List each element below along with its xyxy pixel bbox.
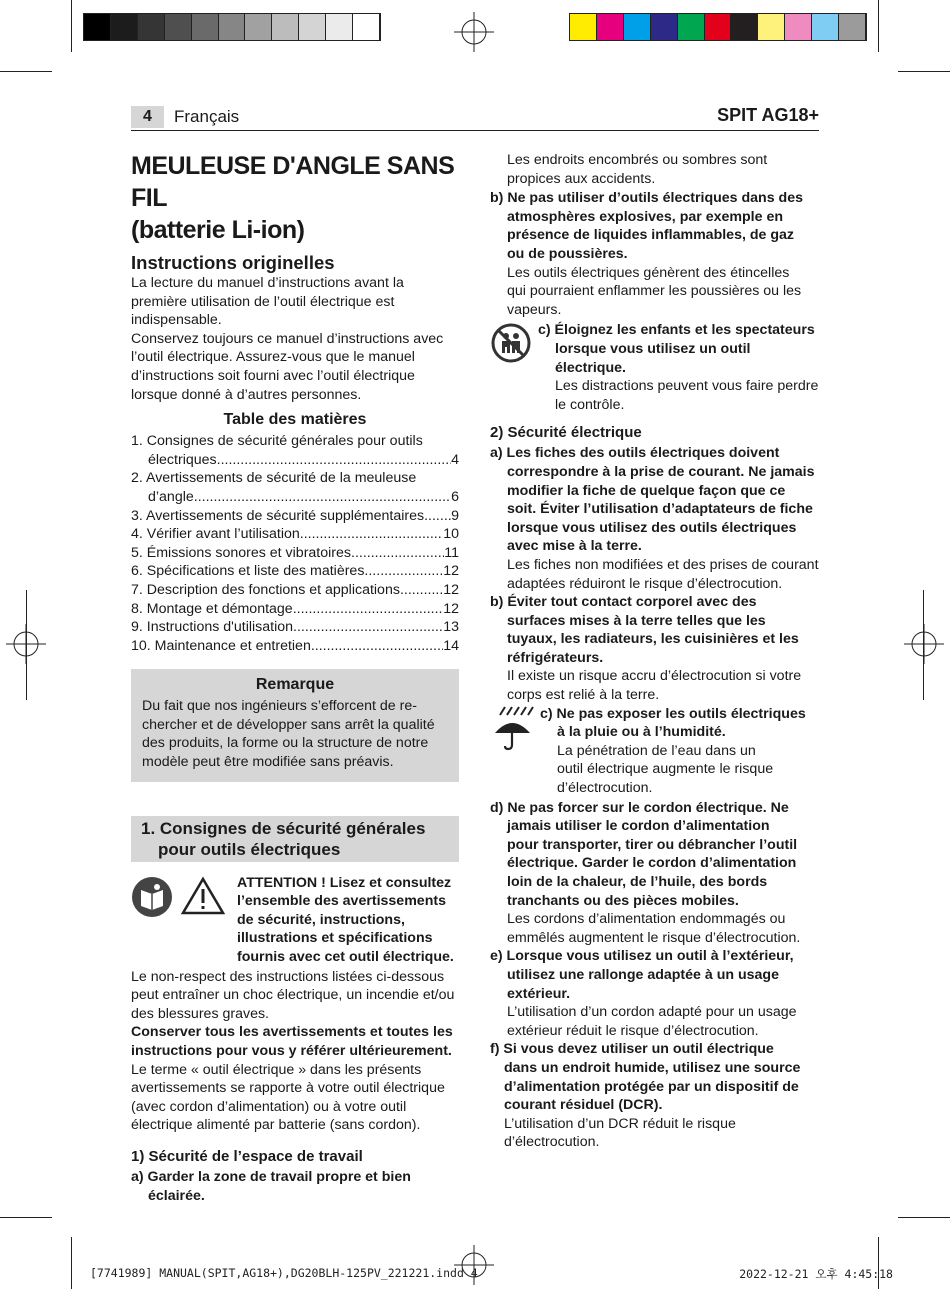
color-swatch — [839, 14, 866, 40]
elec-item-c-text: La pénétration de l’eau dans un outil électrique augmente le risque d’électrocution. — [557, 742, 774, 797]
item-b-heading: b) Ne pas utiliser d’outils électriques dans des atmosphères explosives, par exemple en présence de liquides inflammables, de gaz ou de poussières. — [490, 190, 803, 262]
electrical-safety-heading: 2) Sécurité électrique — [490, 424, 642, 442]
item-c-text: Les distractions peuvent vous faire perdre le contrôle. — [555, 378, 819, 413]
crop-mark — [898, 71, 950, 72]
print-file-slug: [7741989] MANUAL(SPIT,AG18+),DG20BLH-125PV_221221.indd 4 — [90, 1266, 478, 1280]
color-swatch — [624, 14, 651, 40]
process-color-bar — [569, 13, 867, 41]
crop-mark — [71, 0, 72, 52]
header-divider — [131, 130, 819, 131]
elec-item-b-text: Il existe un risque accru d’électrocution si votre corps est relié à la terre. — [507, 668, 802, 704]
workspace-heading: 1) Sécurité de l’espace de travail — [131, 1148, 363, 1165]
toc-entry[interactable]: 9. Instructions d'utilisation ..... 13 — [131, 618, 459, 637]
toc-entry[interactable]: 7. Description des fonctions et applications ..... 12 — [131, 581, 459, 600]
workspace-item-a: a) Garder la zone de travail propre et bien éclairée. — [131, 1169, 411, 1204]
no-children-icon — [491, 323, 531, 369]
elec-item-a-text: Les fiches non modifiées et des prises de courant adaptées réduiront le risque d’électrocution. — [507, 556, 819, 592]
conserver-text: Conserver tous les avertissements et toutes les instructions pour vous y référer ultérieurement. — [131, 1024, 453, 1060]
elec-item-b-heading: b) Éviter tout contact corporel avec des surfaces mises à la terre telles que les tuyaux, les radiateurs, les cuisinières et les réfrigérateurs. — [490, 594, 799, 666]
color-swatch — [758, 14, 785, 40]
item-b-text: Les outils électriques génèrent des étincelles qui pourraient enflammer les poussières ou les vapeurs. — [507, 264, 802, 318]
crop-mark — [878, 0, 879, 52]
elec-item-a-heading: a) Les fiches des outils électriques doivent correspondre à la prise de courant. Ne jamais modifier la fiche de quelque façon que ce soit. Éviter l’utilisation d’adaptateurs de fiche lorsque vous utilisez des outils électriques avec mise à la terre. — [490, 445, 815, 555]
crop-mark — [923, 590, 924, 700]
crop-mark — [898, 1217, 950, 1218]
color-swatch — [299, 14, 326, 40]
grayscale-color-bar — [83, 13, 381, 41]
crop-mark — [71, 1237, 72, 1289]
right-column — [490, 151, 820, 1152]
color-swatch — [705, 14, 732, 40]
document-title: MEULEUSE D'ANGLE SANS FIL (batterie Li-ion) — [131, 152, 455, 244]
model-name: SPIT AG18+ — [717, 105, 819, 125]
elec-item-c-heading: c) Ne pas exposer les outils électriques à la pluie ou à l’humidité. — [540, 705, 806, 741]
elec-item-d-text: Les cordons d’alimentation endommagés ou emmêlés augmentent le risque d’électrocution. — [507, 911, 801, 946]
elec-item-f-heading: f) Si vous devez utiliser un outil électrique dans un endroit humide, utilisez une source d’alimentation protégée par un dispositif de courant résiduel (DCR). — [490, 1041, 801, 1114]
toc-entry[interactable]: 4. Vérifier avant l’utilisation ..... 10 — [131, 525, 459, 544]
toc-entry[interactable]: 10. Maintenance et entretien ..... 14 — [131, 637, 459, 656]
color-swatch — [651, 14, 678, 40]
registration-mark-icon — [454, 12, 494, 52]
item-c-heading: c) Éloignez les enfants et les spectateurs lorsque vous utilisez un outil électrique. — [538, 322, 815, 376]
toc-title: Table des matières — [223, 411, 367, 429]
item-c-block — [490, 321, 820, 415]
color-swatch — [84, 14, 111, 40]
remark-box — [131, 669, 459, 781]
elec-item-f-text: L’utilisation d’un DCR réduit le risque d’électrocution. — [504, 1115, 736, 1151]
intro-text: La lecture du manuel d’instructions avant la première utilisation de l’outil électrique est indispensable. Conservez toujours ce manuel d’instructions avec l’outil électrique. Assurez-vous que le manuel d’instructions soit fourni avec l’outil électrique lorsque donné à d’autres personnes. — [131, 275, 444, 403]
color-swatch — [731, 14, 758, 40]
color-swatch — [597, 14, 624, 40]
elec-item-c-block — [490, 705, 820, 799]
elec-item-e-heading: e) Lorsque vous utilisez un outil à l’extérieur, utilisez une rallonge adaptée à un usage extérieur. — [490, 948, 794, 1002]
toc-entry[interactable]: 5. Émissions sonores et vibratoires ..... 11 — [131, 544, 459, 563]
attention-block — [131, 874, 459, 968]
color-swatch — [326, 14, 353, 40]
color-swatch — [165, 14, 192, 40]
toc-entry[interactable]: 2. Avertissements de sécurité de la meuleuse d’angle ..... 6 — [131, 469, 459, 506]
document-subtitle: Instructions originelles — [131, 252, 335, 273]
warning-triangle-icon — [181, 876, 225, 922]
toc-entry[interactable]: 8. Montage et démontage ..... 12 — [131, 600, 459, 619]
crop-mark — [26, 590, 27, 700]
remark-text: Du fait que nos ingénieurs s’efforcent de re- chercher et de développer sans arrêt la qualité des produits, la forme ou la structure de notre modèle peut être modifiée sans préavis. — [142, 698, 435, 771]
registration-mark-icon — [904, 624, 944, 664]
toc-entry[interactable]: 1. Consignes de sécurité générales pour outils électriques ..... 4 — [131, 432, 459, 469]
attention-text: ATTENTION ! Lisez et consultez l’ensemble des avertissements de sécurité, instructions, illustrations et spécifications fournis avec cet outil électrique. — [237, 874, 454, 966]
color-swatch — [219, 14, 246, 40]
rain-umbrella-icon — [492, 705, 534, 757]
endroits-text: Les endroits encombrés ou sombres sont propices aux accidents. — [507, 152, 768, 187]
page-number: 4 — [131, 106, 164, 128]
crop-mark — [0, 71, 52, 72]
toc-entry[interactable]: 3. Avertissements de sécurité supplémentaires ..... 9 — [131, 507, 459, 526]
elec-item-d-heading: d) Ne pas forcer sur le cordon électrique. Ne jamais utiliser le cordon d’alimentation pour transporter, tirer ou débrancher l’outil électrique. Garder le cordon d’alimentation loin de la chaleur, de l’huile, des bords tranchants ou des pièces mobiles. — [490, 799, 798, 909]
color-swatch — [192, 14, 219, 40]
color-swatch — [138, 14, 165, 40]
nonrespect-text: Le non-respect des instructions listées ci-dessous peut entraîner un choc électrique, un incendie et/ou des blessures graves. — [131, 968, 455, 1022]
color-swatch — [812, 14, 839, 40]
color-swatch — [111, 14, 138, 40]
print-timestamp: 2022-12-21 오후 4:45:18 — [739, 1267, 893, 1281]
color-swatch — [272, 14, 299, 40]
terme-text: Le terme « outil électrique » dans les présents avertissements se rapporte à votre outil électrique (avec cordon d’alimentation) ou à votre outil électrique alimenté par batterie (sans cordon). — [131, 1061, 445, 1134]
language-label: Français — [174, 107, 240, 126]
read-manual-icon — [131, 876, 173, 924]
table-of-contents — [131, 432, 459, 655]
remark-title: Remarque — [255, 676, 335, 694]
color-swatch — [678, 14, 705, 40]
section-heading-1: 1. Consignes de sécurité générales pour outils électriques — [131, 816, 459, 862]
toc-entry[interactable]: 6. Spécifications et liste des matières ..... 12 — [131, 562, 459, 581]
elec-item-e-text: L’utilisation d’un cordon adapté pour un usage extérieur réduit le risque d’électrocution. — [507, 1004, 797, 1039]
color-swatch — [353, 14, 380, 40]
crop-mark — [0, 1217, 52, 1218]
color-swatch — [245, 14, 272, 40]
color-swatch — [785, 14, 812, 40]
left-column — [131, 150, 459, 1205]
color-swatch — [570, 14, 597, 40]
